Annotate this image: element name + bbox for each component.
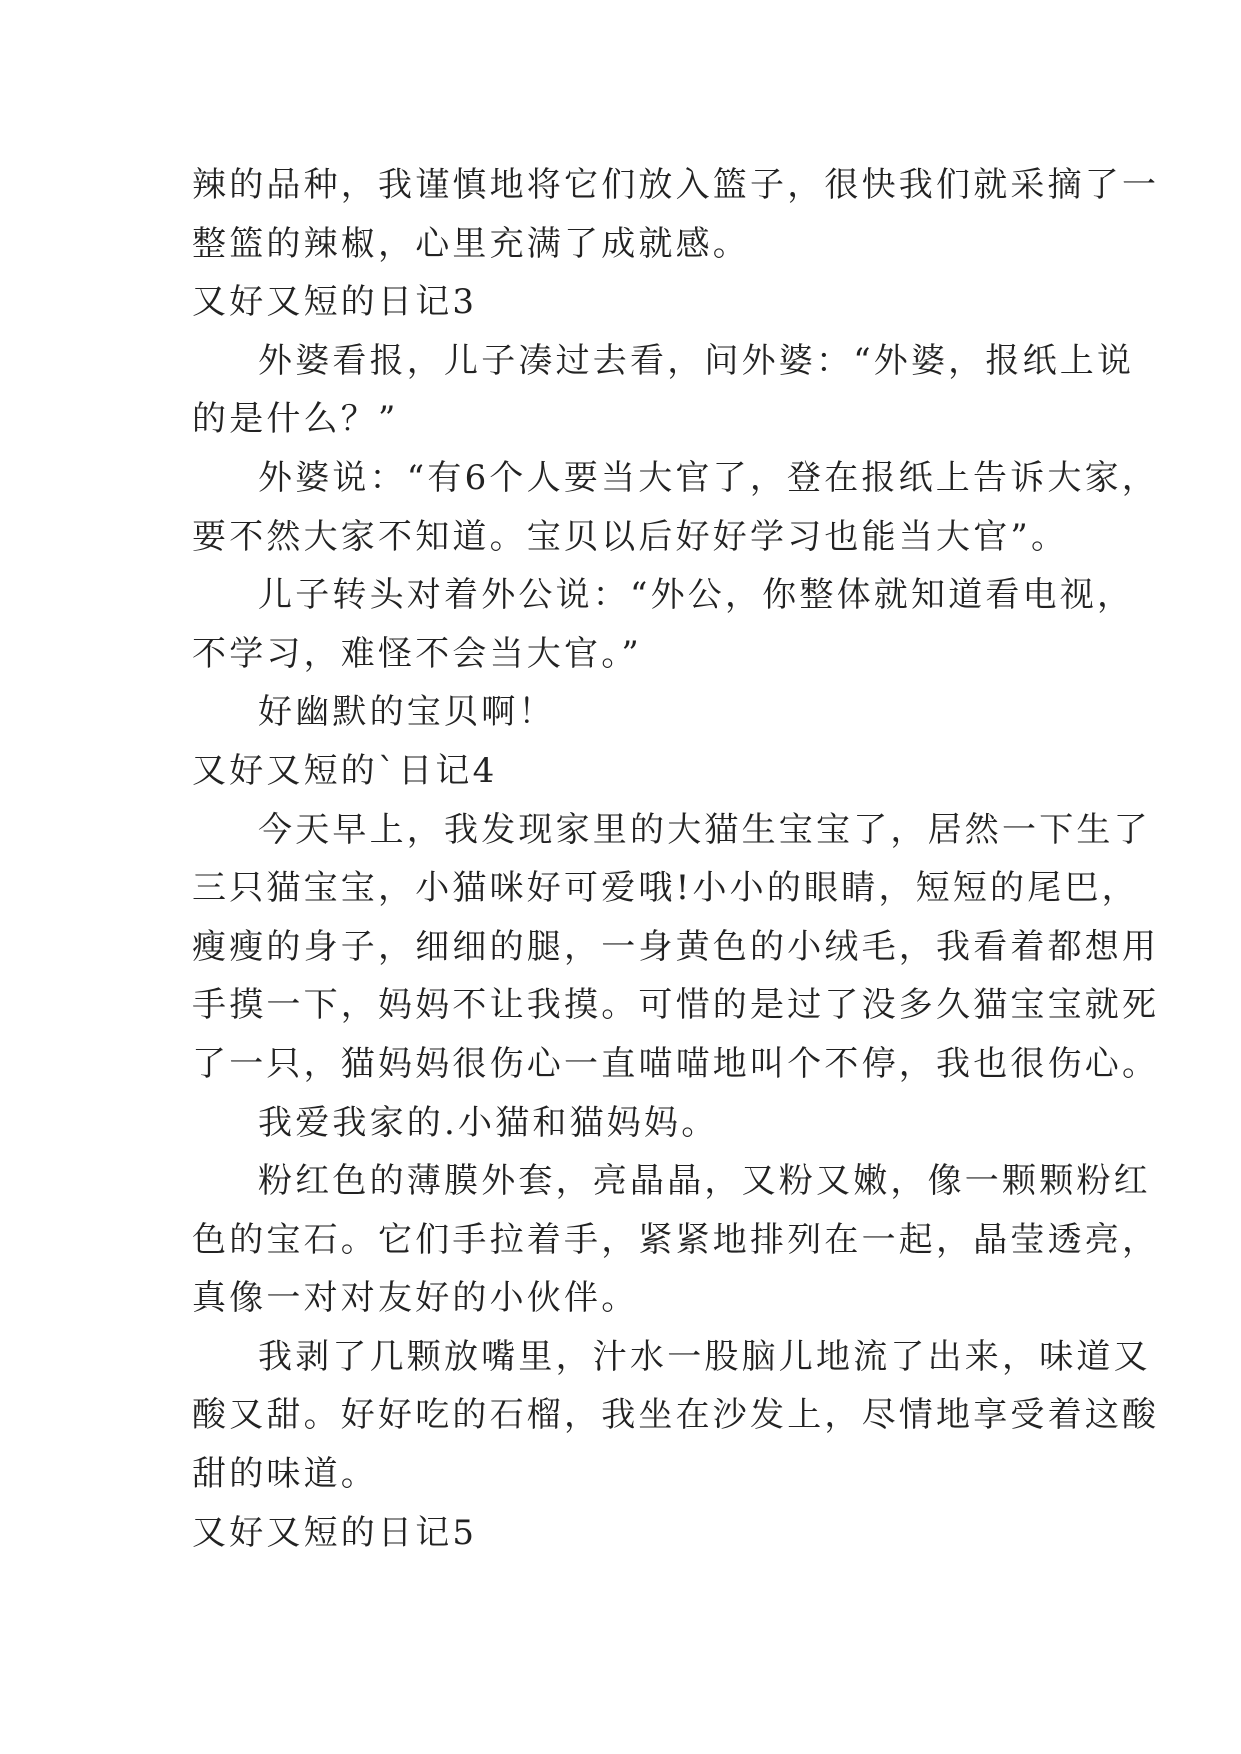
text-line: 瘦瘦的身子，细细的腿，一身黄色的小绒毛，我看着都想用 — [192, 926, 1160, 967]
text-line: 不学习，难怪不会当大官。” — [192, 633, 642, 674]
text-line: 三只猫宝宝，小猫咪好可爱哦!小小的眼睛，短短的尾巴， — [192, 868, 1139, 909]
text-line: 酸又甜。好好吃的石榴，我坐在沙发上，尽情地享受着这酸 — [192, 1395, 1160, 1436]
document-page — [192, 156, 1160, 1562]
text-line: 色的宝石。它们手拉着手，紧紧地排列在一起，晶莹透亮， — [192, 1219, 1160, 1260]
section-heading: 又好又短的`日记4 — [192, 750, 498, 791]
section-heading: 又好又短的日记3 — [192, 282, 478, 323]
text-line: 的是什么？” — [192, 399, 399, 440]
text-line: 手摸一下，妈妈不让我摸。可惜的是过了没多久猫宝宝就死 — [192, 985, 1160, 1026]
text-line: 了一只，猫妈妈很伤心一直喵喵地叫个不停，我也很伤心。 — [192, 1043, 1160, 1084]
text-line: 要不然大家不知道。宝贝以后好好学习也能当大官”。 — [192, 516, 1069, 557]
text-line: 辣的品种，我谨慎地将它们放入篮子，很快我们就采摘了一 — [192, 165, 1160, 205]
text-line: 真像一对对友好的小伙伴。 — [192, 1278, 639, 1319]
text-line: 今天早上，我发现家里的大猫生宝宝了，居然一下生了 — [258, 809, 1151, 850]
text-line: 甜的味道。 — [192, 1454, 378, 1495]
text-line: 外婆看报，儿子凑过去看，问外婆：“外婆，报纸上说 — [258, 340, 1135, 381]
text-line: 外婆说：“有6个人要当大官了，登在报纸上告诉大家， — [258, 457, 1160, 498]
text-line: 我剥了几颗放嘴里，汁水一股脑儿地流了出来，味道又 — [258, 1336, 1151, 1377]
text-line: 好幽默的宝贝啊！ — [258, 692, 556, 733]
text-line: 儿子转头对着外公说：“外公，你整体就知道看电视， — [258, 575, 1135, 616]
section-heading: 又好又短的日记5 — [192, 1512, 478, 1553]
text-line: 整篮的辣椒，心里充满了成就感。 — [192, 223, 750, 264]
text-line: 粉红色的薄膜外套，亮晶晶，又粉又嫩，像一颗颗粉红 — [258, 1161, 1151, 1202]
text-line: 我爱我家的.小猫和猫妈妈。 — [258, 1102, 719, 1143]
